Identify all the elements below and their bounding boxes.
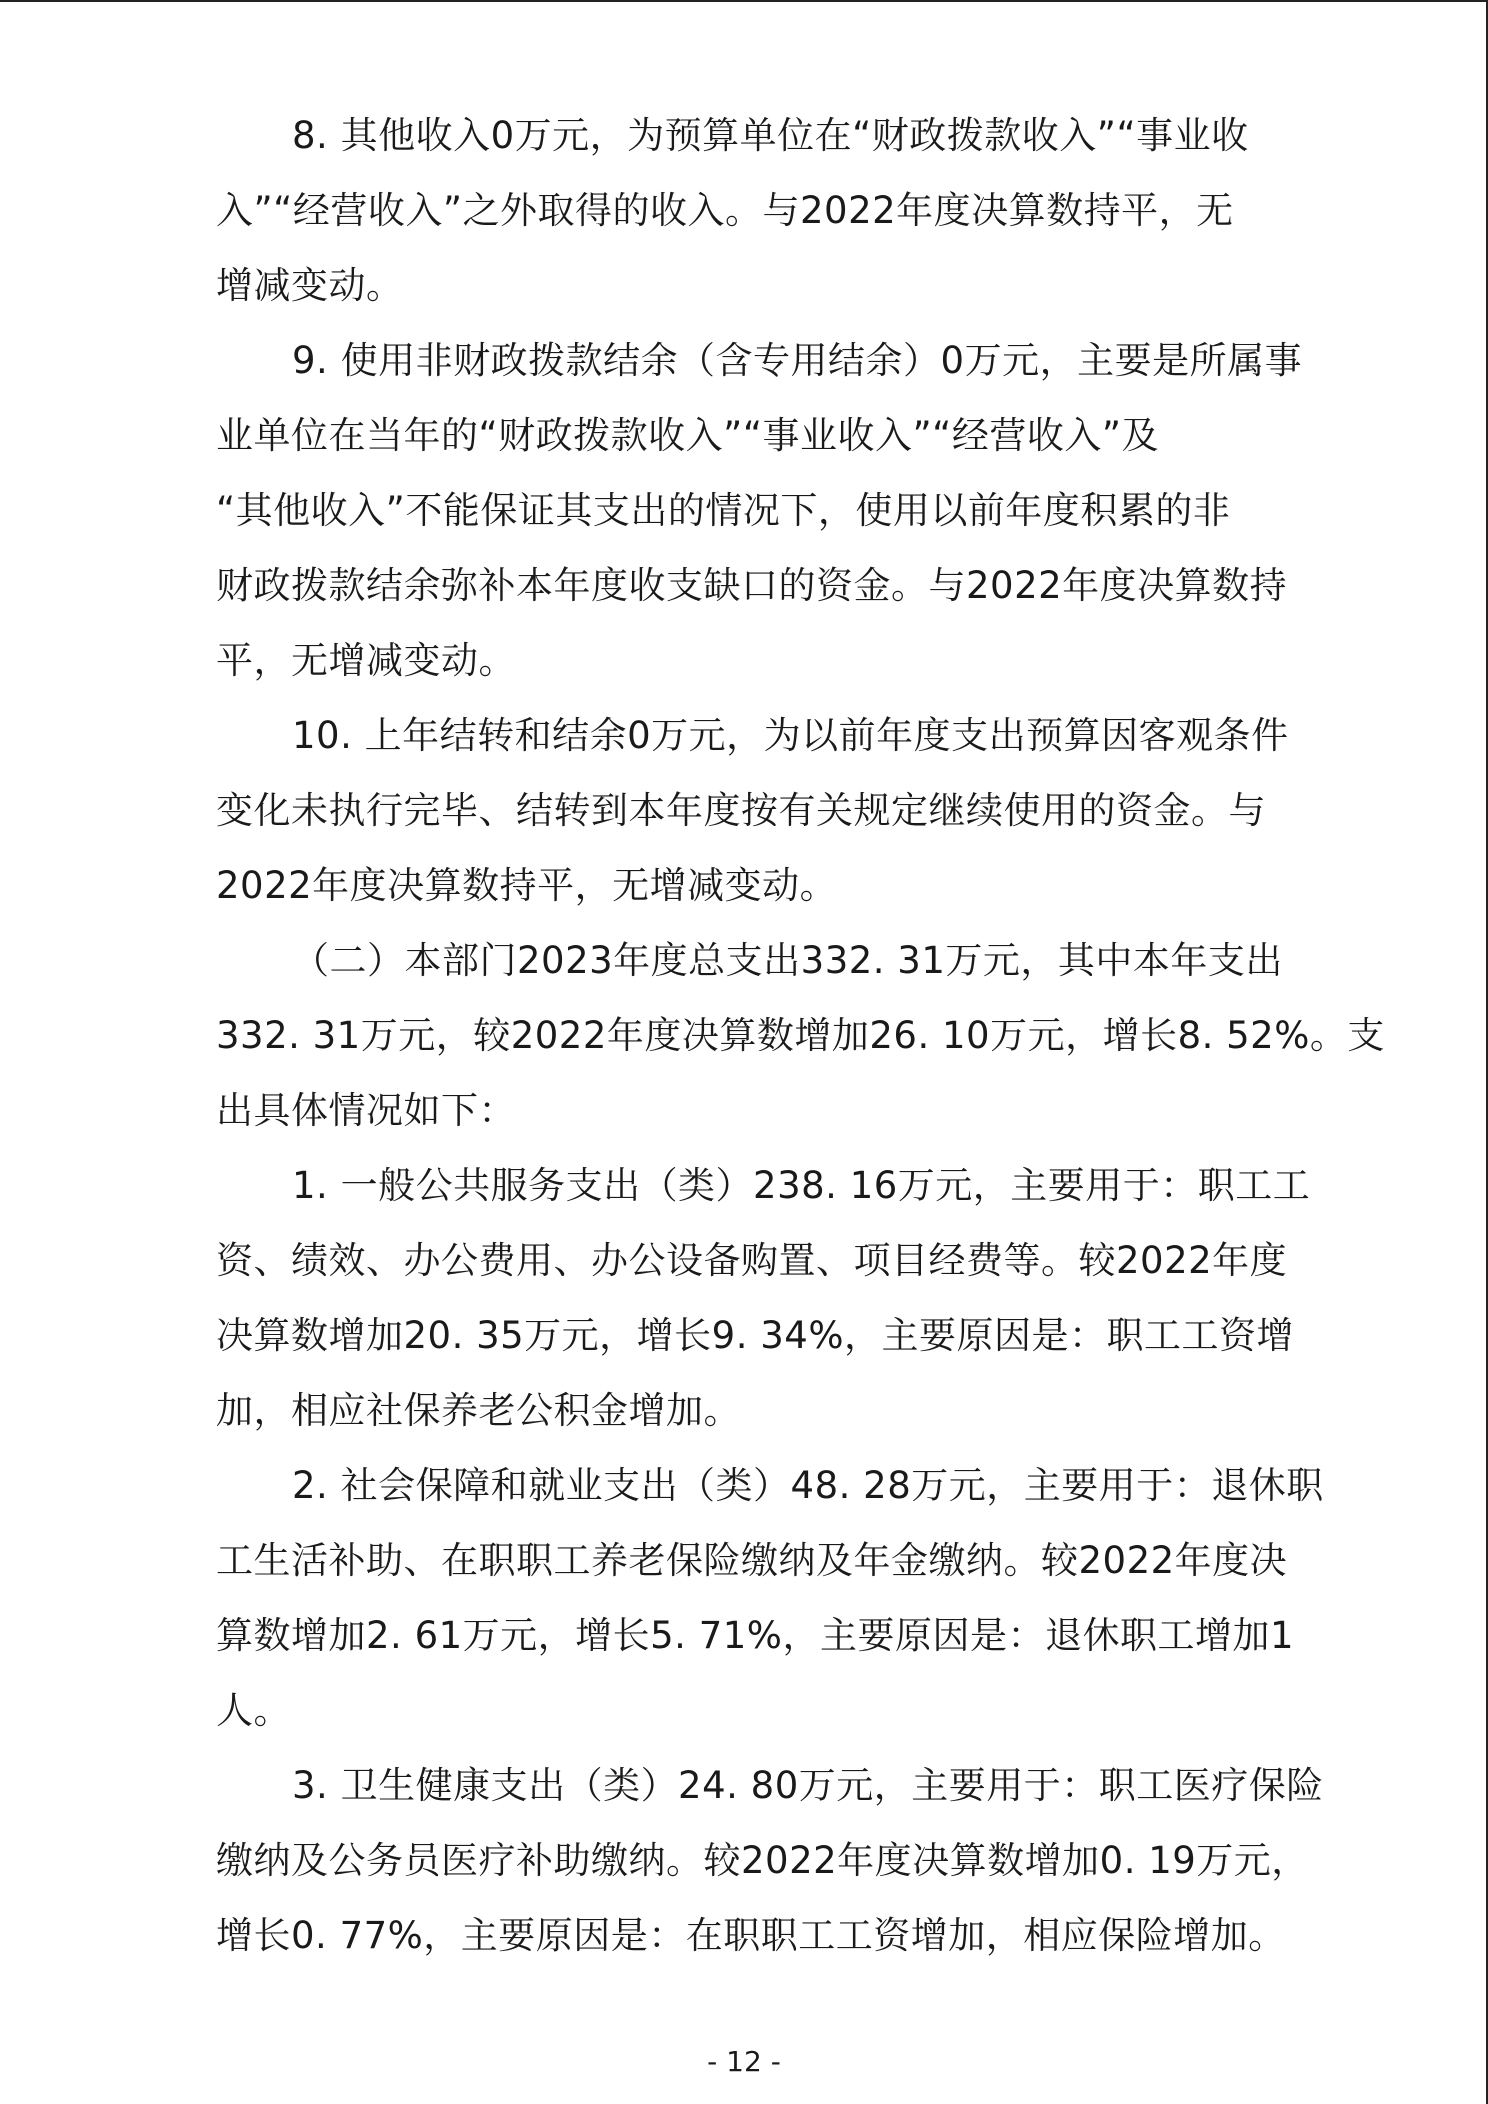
paragraph-8-line-3: 增减变动。 xyxy=(216,264,404,307)
item-3-line-2: 缴纳及公务员医疗补助缴纳。较2022年度决算数增加0. 19万元， xyxy=(216,1839,1309,1882)
item-1-line-4: 加，相应社保养老公积金增加。 xyxy=(216,1389,741,1432)
paragraph-9-line-4: 财政拨款结余弥补本年度收支缺口的资金。与2022年度决算数持 xyxy=(216,564,1288,607)
paragraph-8-line-1: 8. 其他收入0万元，为预算单位在“财政拨款收入”“事业收 xyxy=(292,114,1249,157)
paragraph-10-line-3: 2022年度决算数持平，无增减变动。 xyxy=(216,864,838,907)
item-1-line-2: 资、绩效、办公费用、办公设备购置、项目经费等。较2022年度 xyxy=(216,1239,1288,1282)
paragraph-9-line-5: 平，无增减变动。 xyxy=(216,639,516,682)
paragraph-8-line-2: 入”“经营收入”之外取得的收入。与2022年度决算数持平，无 xyxy=(216,189,1234,232)
item-1-line-3: 决算数增加20. 35万元，增长9. 34%，主要原因是：职工工资增 xyxy=(216,1314,1294,1357)
item-3-line-1: 3. 卫生健康支出（类）24. 80万元，主要用于：职工医疗保险 xyxy=(292,1764,1324,1807)
paragraph-9-line-3: “其他收入”不能保证其支出的情况下，使用以前年度积累的非 xyxy=(216,489,1231,532)
section-2-line-3: 出具体情况如下： xyxy=(216,1089,516,1132)
paragraph-9-line-2: 业单位在当年的“财政拨款收入”“事业收入”“经营收入”及 xyxy=(216,414,1160,457)
page-number: - 12 - xyxy=(707,2045,781,2078)
item-2-line-1: 2. 社会保障和就业支出（类）48. 28万元，主要用于：退休职 xyxy=(292,1464,1324,1507)
paragraph-10-line-2: 变化未执行完毕、结转到本年度按有关规定继续使用的资金。与 xyxy=(216,789,1266,832)
paragraph-9-line-1: 9. 使用非财政拨款结余（含专用结余）0万元，主要是所属事 xyxy=(292,339,1303,382)
item-2-line-2: 工生活补助、在职职工养老保险缴纳及年金缴纳。较2022年度决 xyxy=(216,1539,1288,1582)
page-border-top xyxy=(0,0,1488,2)
item-2-line-4: 人。 xyxy=(216,1689,291,1732)
paragraph-10-line-1: 10. 上年结转和结余0万元，为以前年度支出预算因客观条件 xyxy=(292,714,1289,757)
item-2-line-3: 算数增加2. 61万元，增长5. 71%，主要原因是：退休职工增加1 xyxy=(216,1614,1294,1657)
item-1-line-1: 1. 一般公共服务支出（类）238. 16万元，主要用于：职工工 xyxy=(292,1164,1311,1207)
document-body xyxy=(216,98,1385,1973)
item-3-line-3: 增长0. 77%，主要原因是：在职职工工资增加，相应保险增加。 xyxy=(216,1914,1286,1957)
section-2-line-1: （二）本部门2023年度总支出332. 31万元，其中本年支出 xyxy=(292,939,1283,982)
section-2-line-2: 332. 31万元，较2022年度决算数增加26. 10万元，增长8. 52%。支 xyxy=(216,1014,1385,1057)
